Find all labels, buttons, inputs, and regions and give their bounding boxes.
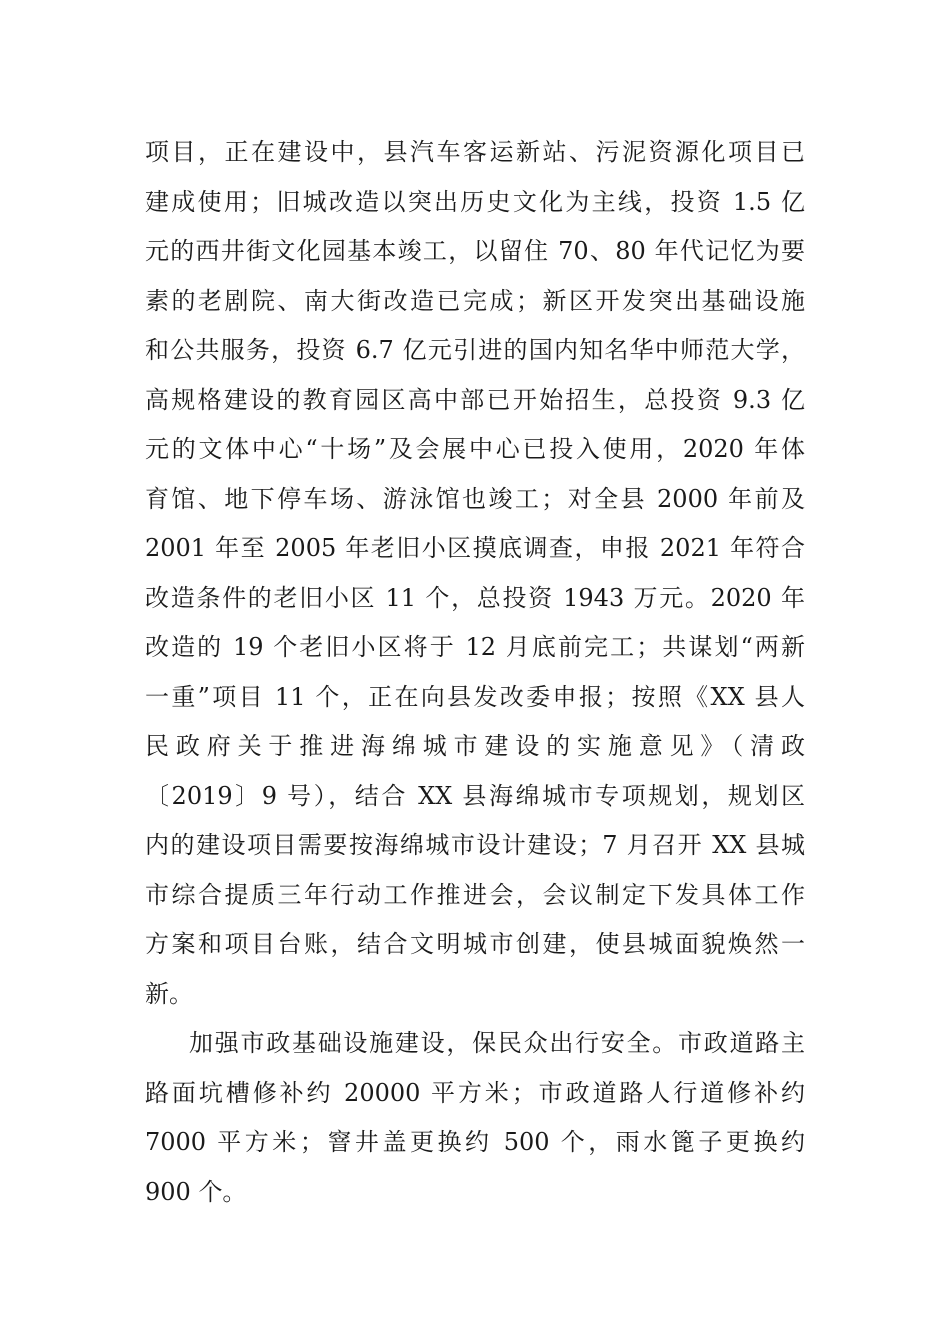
text-line: 〔2019〕9 号），结合 XX 县海绵城市专项规划，规划区 — [145, 781, 805, 810]
document-body — [145, 128, 805, 1217]
text-line: 7000 平方米；窨井盖更换约 500 个，雨水篦子更换约 — [145, 1128, 805, 1156]
text-line: 内的建设项目需要按海绵城市设计建设；7 月召开 XX 县城 — [145, 831, 805, 859]
text-line: 高规格建设的教育园区高中部已开始招生，总投资 9.3 亿 — [145, 385, 805, 414]
text-line: 元的文体中心“十场”及会展中心已投入使用，2020 年体 — [145, 435, 805, 463]
text-line: 素的老剧院、南大街改造已完成；新区开发突出基础设施 — [145, 286, 805, 315]
text-line: 900 个。 — [145, 1177, 247, 1206]
text-line: 市综合提质三年行动工作推进会，会议制定下发具体工作 — [145, 880, 805, 909]
text-line: 民政府关于推进海绵城市建设的实施意见》（清政 — [145, 732, 805, 760]
text-line: 元的西井街文化园基本竣工，以留住 70、80 年代记忆为要 — [145, 237, 805, 265]
text-line: 育馆、地下停车场、游泳馆也竣工；对全县 2000 年前及 — [145, 484, 805, 513]
text-line: 路面坑槽修补约 20000 平方米；市政道路人行道修补约 — [145, 1078, 805, 1107]
text-line: 改造条件的老旧小区 11 个，总投资 1943 万元。2020 年 — [145, 583, 805, 612]
paragraph-municipal-infrastructure — [145, 1019, 805, 1217]
text-line: 和公共服务，投资 6.7 亿元引进的国内知名华中师范大学， — [145, 336, 805, 364]
text-line: 新。 — [145, 979, 193, 1008]
text-line: 一重”项目 11 个，正在向县发改委申报；按照《XX 县人 — [145, 682, 805, 711]
text-line: 改造的 19 个老旧小区将于 12 月底前完工；共谋划“两新 — [145, 633, 805, 661]
text-line: 加强市政基础设施建设，保民众出行安全。市政道路主 — [189, 1029, 805, 1057]
text-line: 2001 年至 2005 年老旧小区摸底调查，申报 2021 年符合 — [145, 534, 805, 562]
paragraph-urban-renewal — [145, 128, 805, 1019]
text-line: 建成使用；旧城改造以突出历史文化为主线，投资 1.5 亿 — [145, 187, 805, 216]
text-line: 项目，正在建设中，县汽车客运新站、污泥资源化项目已 — [145, 138, 805, 166]
text-line: 方案和项目台账，结合文明城市创建，使县城面貌焕然一 — [145, 930, 805, 958]
